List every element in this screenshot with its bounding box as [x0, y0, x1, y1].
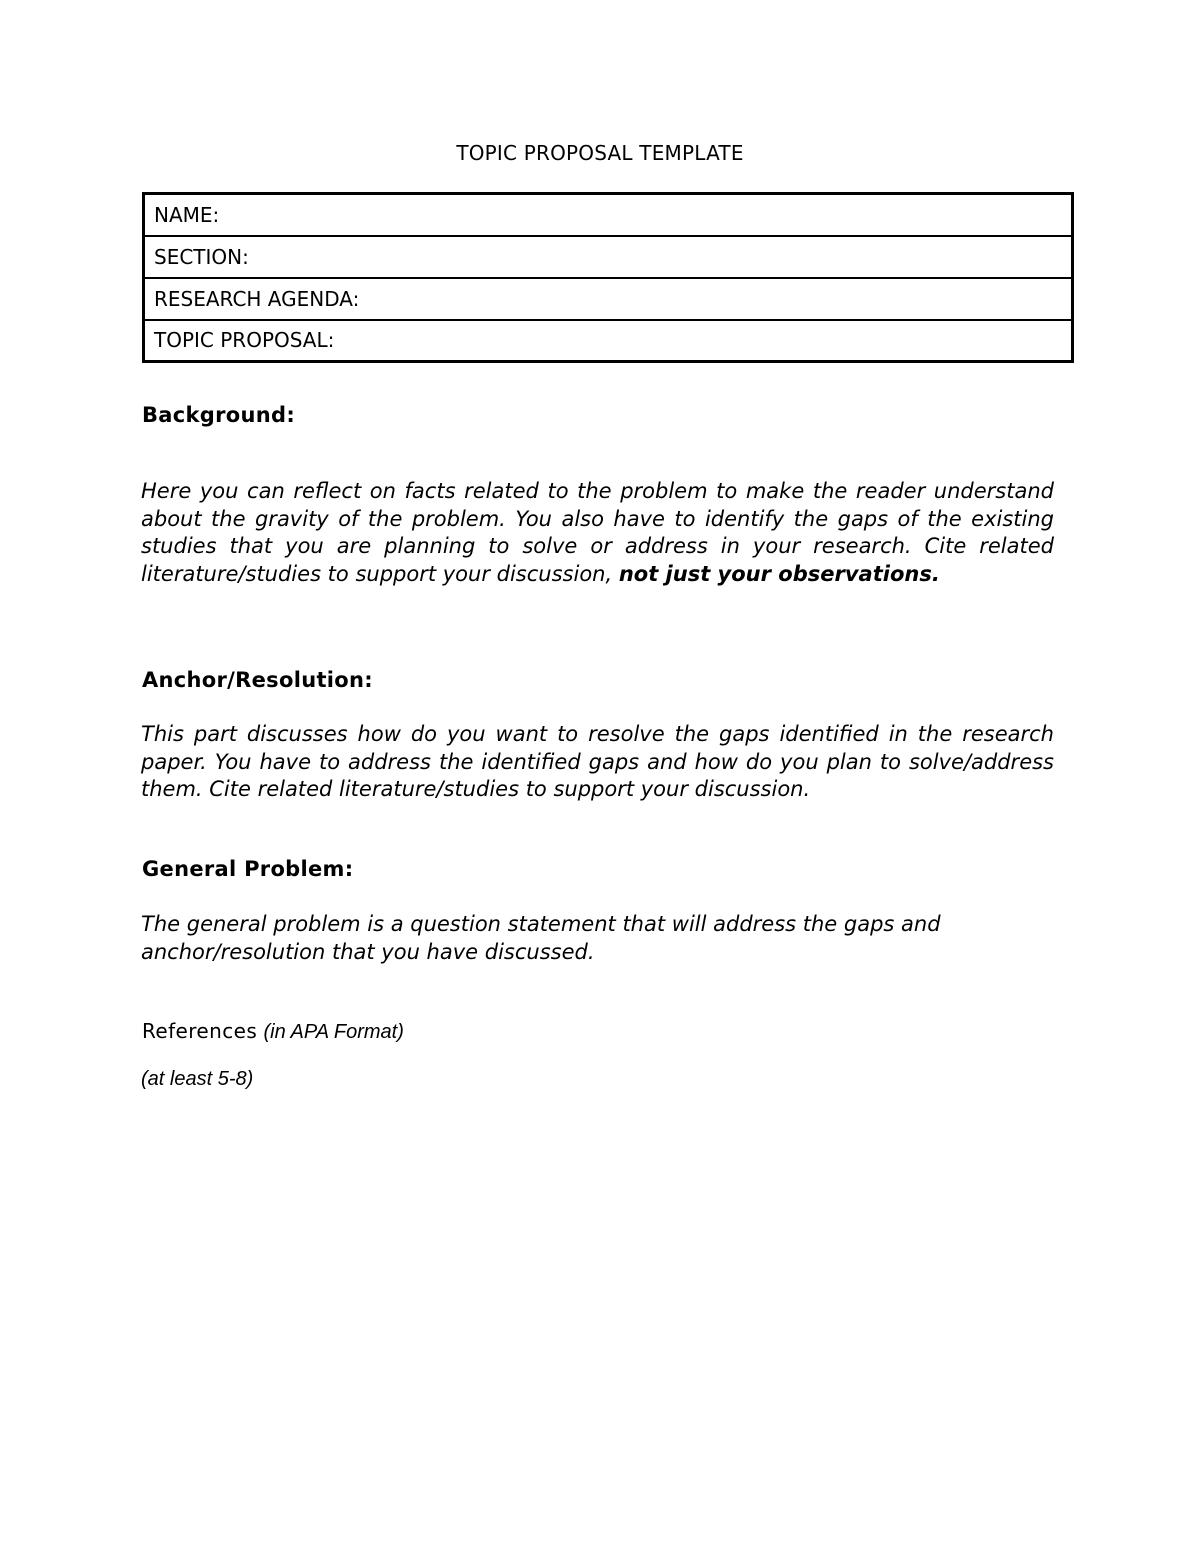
general-problem-heading: General Problem:	[142, 857, 354, 881]
section-field: SECTION:	[144, 236, 1073, 278]
anchor-heading: Anchor/Resolution:	[142, 668, 373, 692]
references-note: (in APA Format)	[263, 1021, 404, 1043]
table-row	[144, 194, 1073, 236]
table-row	[144, 320, 1073, 362]
references-hint: (at least 5-8)	[141, 1068, 254, 1090]
background-heading: Background:	[142, 403, 296, 427]
general-problem-paragraph: The general problem is a question statement that will address the gaps and anchor/resolution that you have discussed.	[141, 912, 941, 964]
table-row	[144, 278, 1073, 320]
references-label: References	[142, 1019, 258, 1043]
page-title: TOPIC PROPOSAL TEMPLATE	[456, 141, 744, 165]
student-info-table	[142, 192, 1074, 363]
background-paragraph	[141, 478, 1054, 588]
anchor-paragraph: This part discusses how do you want to resolve the gaps identified in the research paper. You have to address the identified gaps and how do you plan to solve/address them. Cite related literature/studies to support your discussion.	[141, 722, 1054, 801]
research-agenda-field: RESEARCH AGENDA:	[144, 278, 1073, 320]
name-field: NAME:	[144, 194, 1073, 236]
topic-proposal-field: TOPIC PROPOSAL:	[144, 320, 1073, 362]
table-row	[144, 236, 1073, 278]
background-body: Here you can reflect on facts related to the problem to make the reader understand about the gravity of the problem. You also have to identify the gaps of the existing studies that you are planning to solve or address in your research. Cite related literature/studies to support your discussion,	[141, 479, 1054, 586]
background-emphasis: not just your observations.	[618, 561, 940, 586]
references-line	[142, 1019, 404, 1044]
